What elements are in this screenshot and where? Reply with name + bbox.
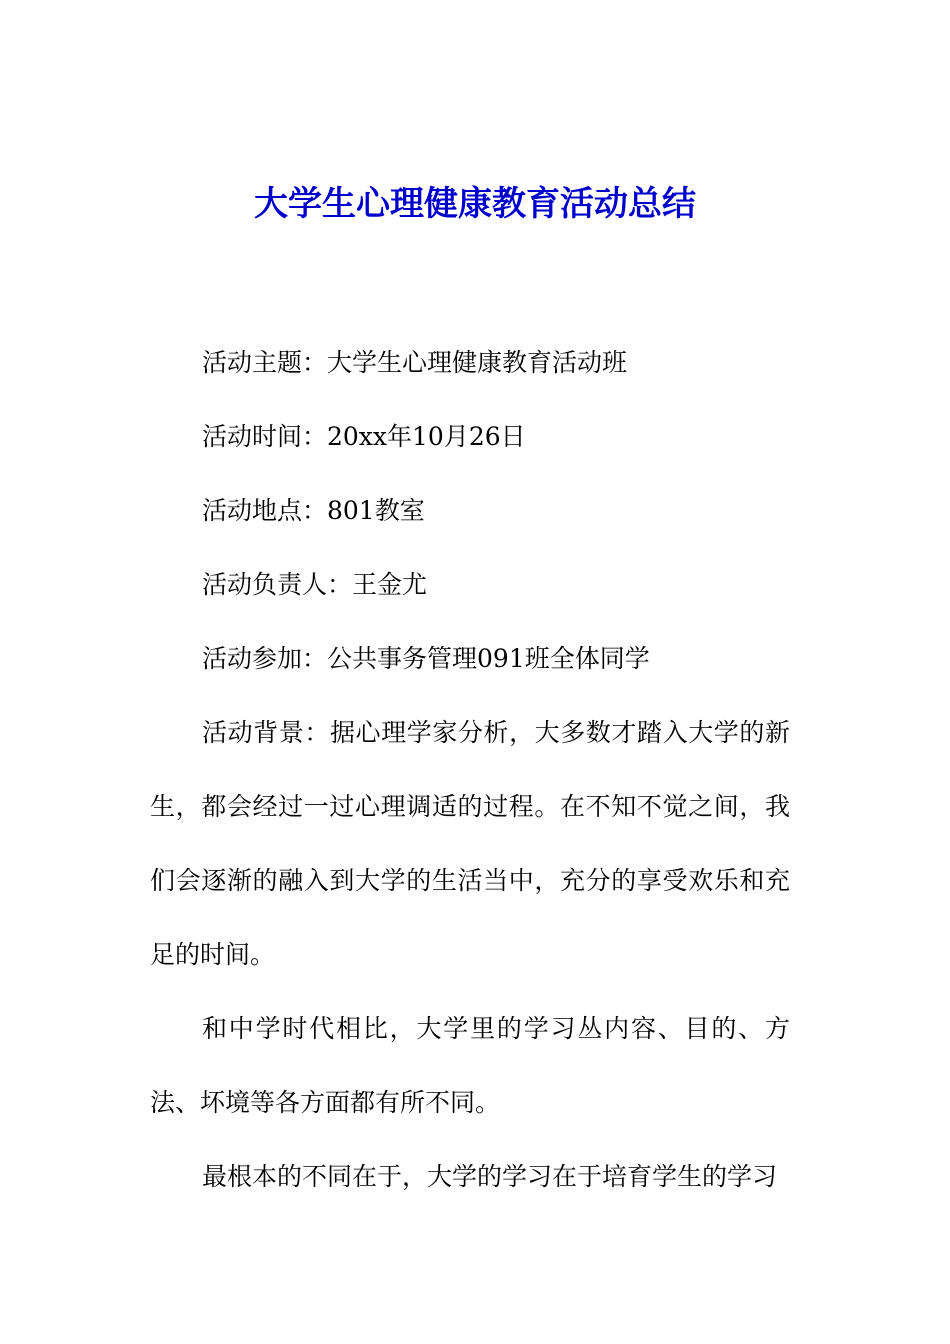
paragraph-comparison: 和中学时代相比，大学里的学习丛内容、目的、方法、坏境等各方面都有所不同。 bbox=[150, 1014, 790, 1117]
paragraph-theme: 活动主题：大学生心理健康教育活动班 bbox=[202, 348, 628, 377]
paragraph-participants: 活动参加：公共事务管理091班全体同学 bbox=[202, 644, 650, 673]
document-title: 大学生心理健康教育活动总结 bbox=[254, 184, 696, 224]
paragraph-owner: 活动负责人：王金尤 bbox=[202, 570, 428, 599]
document-body bbox=[150, 326, 790, 1214]
paragraph-background: 活动背景：据心理学家分析，大多数才踏入大学的新生，都会经过一过心理调适的过程。在不知不觉之间，我们会逐渐的融入到大学的生活当中，充分的享受欢乐和充足的时间。 bbox=[150, 718, 790, 969]
paragraph-time: 活动时间：20xx年10月26日 bbox=[202, 422, 526, 451]
paragraph-location: 活动地点：801教室 bbox=[202, 496, 425, 525]
paragraph-difference: 最根本的不同在于，大学的学习在于培育学生的学习 bbox=[202, 1162, 778, 1191]
